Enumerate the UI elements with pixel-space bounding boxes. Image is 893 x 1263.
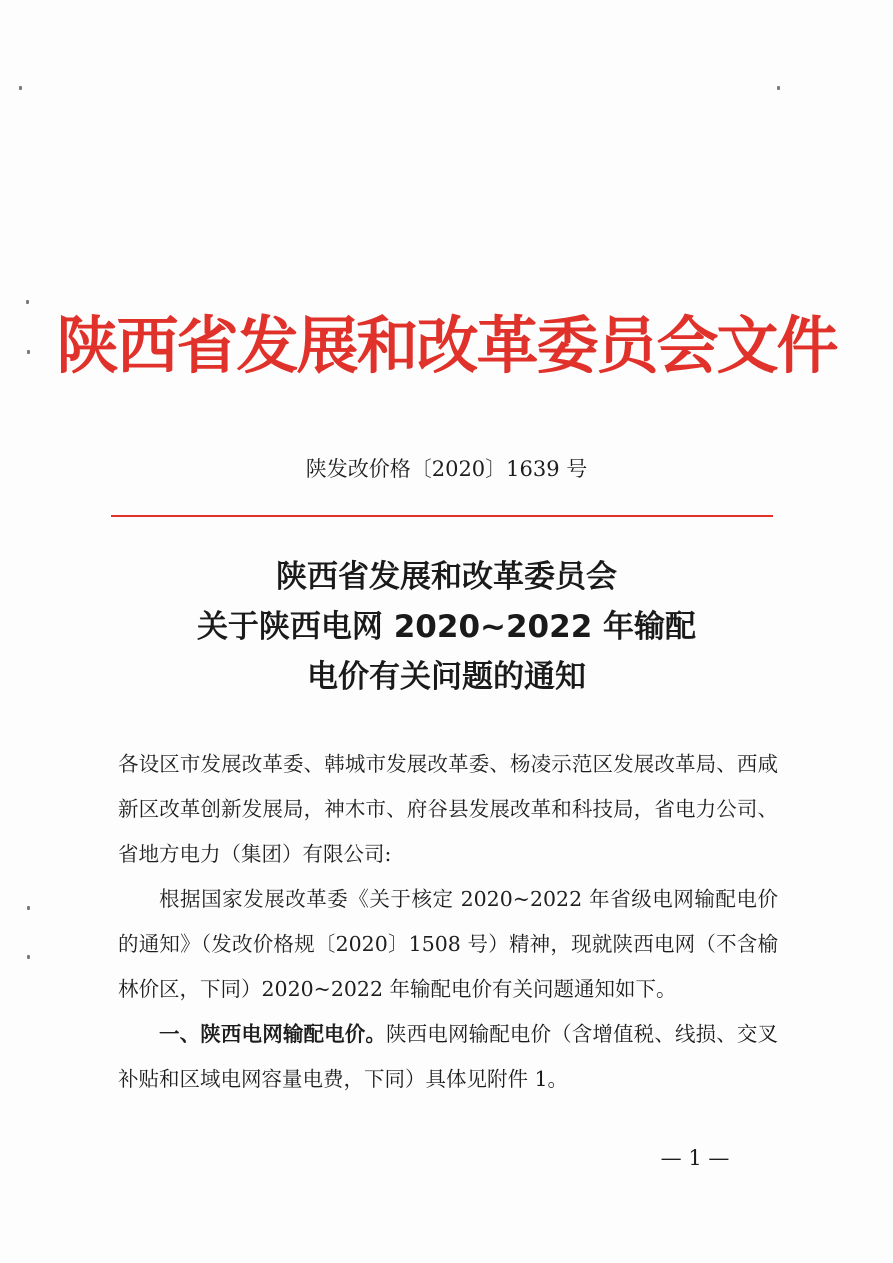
section-1-paragraph: [118, 1012, 778, 1102]
scan-speck: [777, 86, 780, 90]
body-text: [118, 742, 778, 1102]
section-1-text: 陕西电网输配电价（含增值税、线损、交叉补贴和区域电网容量电费，下同）具体见附件 1。: [118, 1022, 779, 1091]
addressee-paragraph: 各设区市发展改革委、韩城市发展改革委、杨凌示范区发展改革局、西咸新区改革创新发展局，神木市、府谷县发展改革和科技局，省电力公司、省地方电力（集团）有限公司:: [118, 752, 778, 866]
section-1-heading: 一、陕西电网输配电价。: [159, 1022, 387, 1046]
notice-title-line: 陕西省发展和改革委员会: [276, 559, 617, 595]
scan-speck: [19, 86, 22, 90]
scan-speck: [27, 906, 30, 910]
intro-paragraph: 根据国家发展改革委《关于核定 2020~2022 年省级电网输配电价的通知》（发改价格规〔2020〕1508 号）精神，现就陕西电网（不含榆林价区，下同）2020~2022 年输配电价有关问题通知如下。: [118, 887, 778, 1001]
document-number: 陕发改价格〔2020〕1639 号: [305, 457, 588, 481]
issuer-title: 陕西省发展和改革委员会文件: [56, 309, 837, 382]
scan-speck: [27, 955, 30, 959]
page-number: — 1 —: [660, 1146, 730, 1170]
notice-title-line: 关于陕西电网 2020~2022 年输配: [196, 609, 697, 645]
notice-title: [0, 552, 893, 702]
notice-title-line: 电价有关问题的通知: [307, 659, 586, 695]
red-divider: [111, 515, 773, 517]
